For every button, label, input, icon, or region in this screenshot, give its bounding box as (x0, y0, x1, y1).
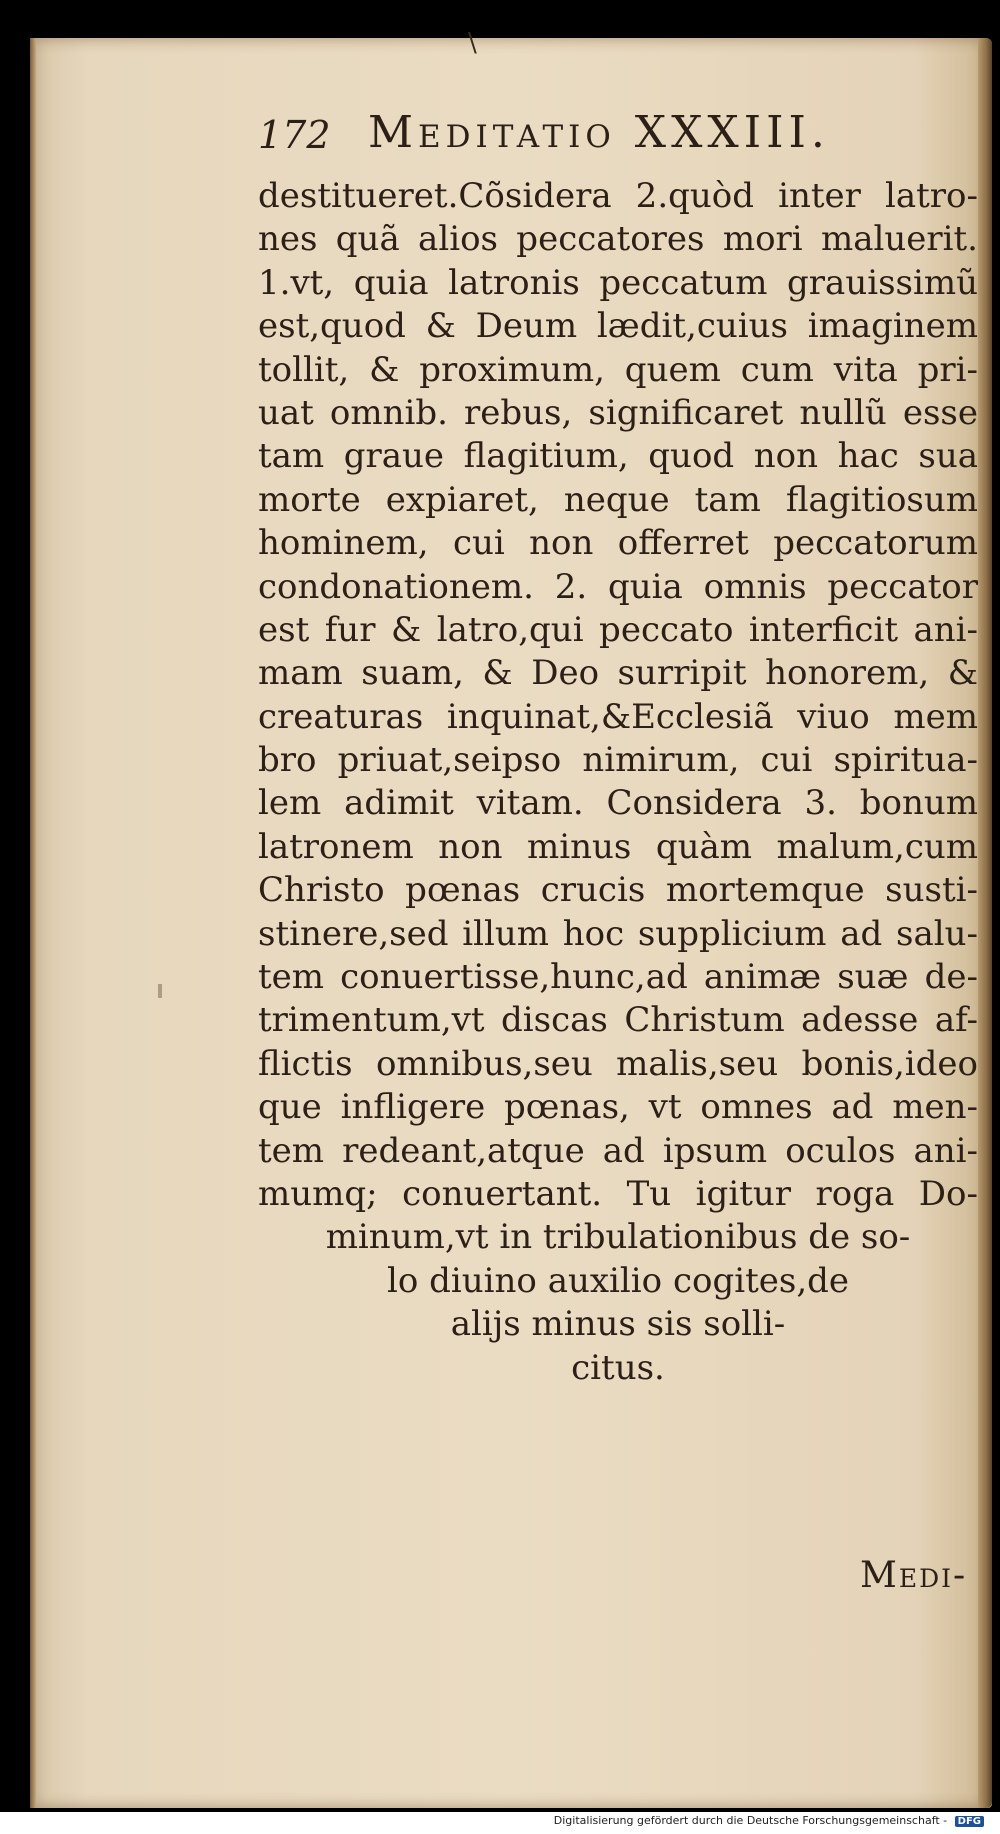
text-line: tem conuertisse,hunc,ad animæ suæ de- (258, 957, 978, 998)
page-fore-edge (978, 38, 992, 1808)
text-line: tem redeant,atque ad ipsum oculos ani- (258, 1130, 978, 1171)
text-line: mumq; conuertant. Tu igitur roga Do- (258, 1173, 978, 1214)
text-line: lem adimit vitam. Considera 3. bonum (258, 783, 978, 824)
text-line: est,quod & Deum lædit,cuius imaginem (258, 306, 978, 347)
running-title: Meditatio XXXIII. (368, 107, 830, 158)
digitization-credit (554, 1814, 984, 1827)
text-line: stinere,sed illum hoc supplicium ad salu- (258, 913, 978, 954)
page-header (258, 103, 958, 173)
text-line-tail: alijs minus sis solli- (450, 1304, 786, 1345)
catchword: Medi- (860, 1555, 968, 1596)
text-line: latronem non minus quàm malum,cum (258, 826, 978, 867)
text-line-tail: lo diuino auxilio cogites,de (386, 1260, 850, 1301)
text-line: bro priuat,seipso nimirum, cui spiritua- (258, 740, 978, 781)
text-line: mam suam, & Deo surripit honorem, & (258, 653, 978, 694)
page-number: 172 (258, 113, 331, 157)
stray-pen-mark: \ (468, 28, 477, 58)
text-line: tam graue flagitium, quod non hac sua (258, 436, 978, 477)
text-line-tail: minum,vt in tribulationibus de so- (325, 1217, 911, 1258)
text-line: uat omnib. rebus, significaret nullũ esse (258, 392, 978, 433)
text-line: Christo pœnas crucis mortemque susti- (258, 870, 978, 911)
text-line: que infligere pœnas, vt omnes ad men- (258, 1087, 978, 1128)
text-line-tail: citus. (571, 1347, 665, 1388)
text-line: trimentum,vt discas Christum adesse af- (258, 1000, 978, 1041)
text-line: nes quã alios peccatores mori maluerit. (258, 219, 978, 260)
text-line: destitueret.Cõsidera 2.quòd inter latro- (258, 176, 978, 216)
text-line: tollit, & proximum, quem cum vita pri- (258, 349, 978, 390)
text-line: 1.vt, quia latronis peccatum grauissimũ (258, 262, 978, 303)
text-line: condonationem. 2. quia omnis peccator (258, 566, 978, 607)
text-line: morte expiaret, neque tam flagitiosum (258, 479, 978, 520)
body-text (258, 175, 978, 1390)
dfg-logo: DFG (955, 1816, 984, 1827)
text-line: creaturas inquinat,&Ecclesiã viuo mem (258, 696, 978, 737)
page-left-edge (30, 38, 36, 1808)
text-line: flictis omnibus,seu malis,seu bonis,ideo (258, 1043, 978, 1084)
ink-speck (158, 984, 162, 998)
text-line: est fur & latro,qui peccato interficit ani- (258, 609, 978, 650)
text-line: hominem, cui non offerret peccatorum (258, 523, 978, 564)
credit-text: Digitalisierung gefördert durch die Deutsche Forschungsgemeinschaft - (553, 1814, 948, 1827)
